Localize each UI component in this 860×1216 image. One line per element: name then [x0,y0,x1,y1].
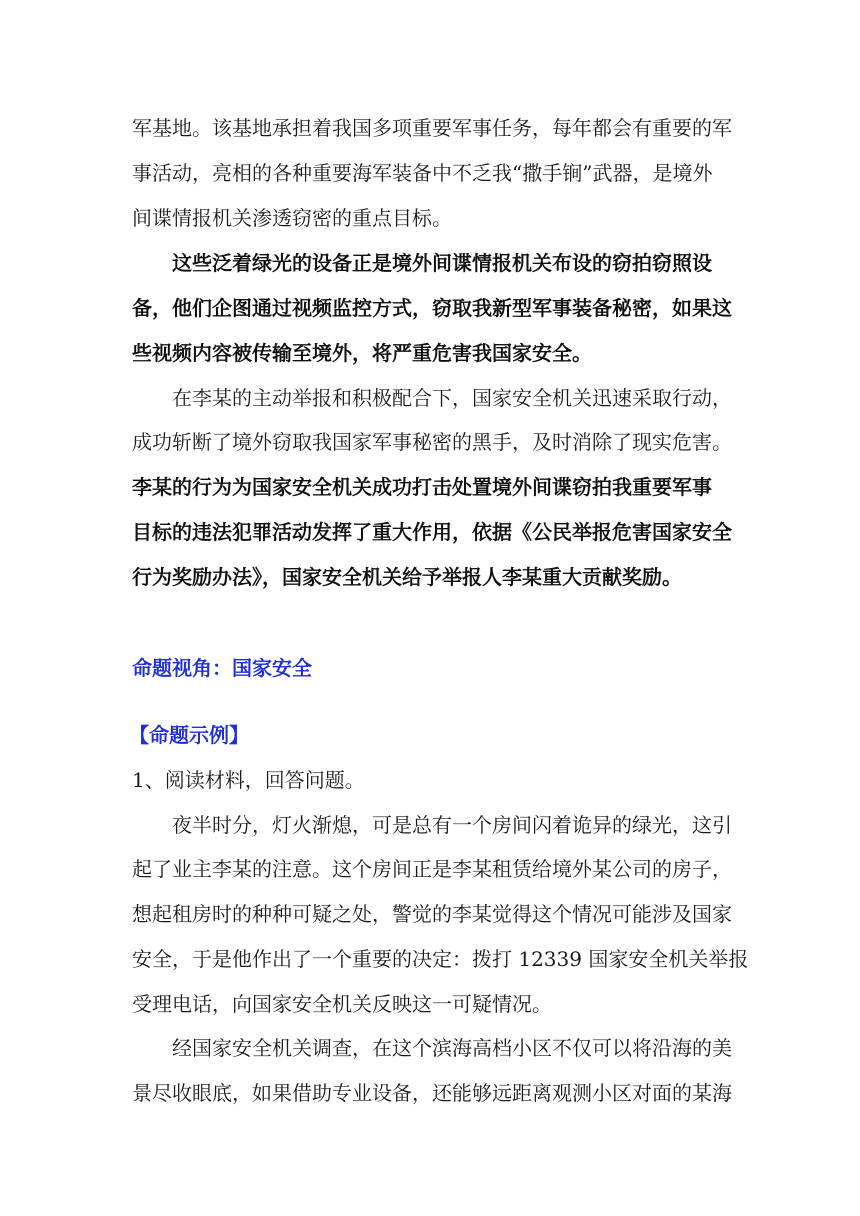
paragraph-line: 事活动，亮相的各种重要海军装备中不乏我“撒手锏”武器，是境外 [132,161,713,185]
bold-paragraph-line: 目标的违法犯罪活动发挥了重大作用，依据《公民举报危害国家安全 [132,520,732,544]
bold-paragraph-line: 些视频内容被传输至境外，将严重危害我国家安全。 [132,341,592,365]
question-label: 1、阅读材料，回答问题。 [132,768,365,792]
paragraph-line: 经国家安全机关调查，在这个滨海高档小区不仅可以将沿海的美 [172,1036,732,1060]
paragraph-line: 安全，于是他作出了一个重要的决定：拨打 12339 国家安全机关举报 [132,947,749,971]
paragraph-line: 夜半时分，灯火渐熄，可是总有一个房间闪着诡异的绿光，这引 [172,813,732,837]
paragraph-line: 起了业主李某的注意。这个房间正是李某租赁给境外某公司的房子， [132,857,732,881]
paragraph-line: 受理电话，向国家安全机关反映这一可疑情况。 [132,992,552,1016]
paragraph-line: 在李某的主动举报和积极配合下，国家安全机关迅速采取行动， [172,386,732,410]
paragraph-line: 想起租房时的种种可疑之处，警觉的李某觉得这个情况可能涉及国家 [132,902,732,926]
bold-paragraph-line: 这些泛着绿光的设备正是境外间谍情报机关布设的窃拍窃照设 [172,251,712,275]
bold-paragraph-line: 备，他们企图通过视频监控方式，窃取我新型军事装备秘密，如果这 [132,296,732,320]
paragraph-line: 景尽收眼底，如果借助专业设备，还能够远距离观测小区对面的某海 [132,1081,732,1105]
bold-paragraph-line: 行为奖励办法》，国家安全机关给予举报人李某重大贡献奖励。 [132,565,682,589]
bold-paragraph-line: 李某的行为为国家安全机关成功打击处置境外间谍窃拍我重要军事 [132,475,712,499]
example-heading: 【命题示例】 [129,723,249,747]
paragraph-line: 间谍情报机关渗透窃密的重点目标。 [132,206,452,230]
paragraph-line: 军基地。该基地承担着我国多项重要军事任务，每年都会有重要的军 [132,116,732,140]
paragraph-line: 成功斩断了境外窃取我国家军事秘密的黑手，及时消除了现实危害。 [132,430,732,454]
section-title: 命题视角：国家安全 [132,656,312,680]
